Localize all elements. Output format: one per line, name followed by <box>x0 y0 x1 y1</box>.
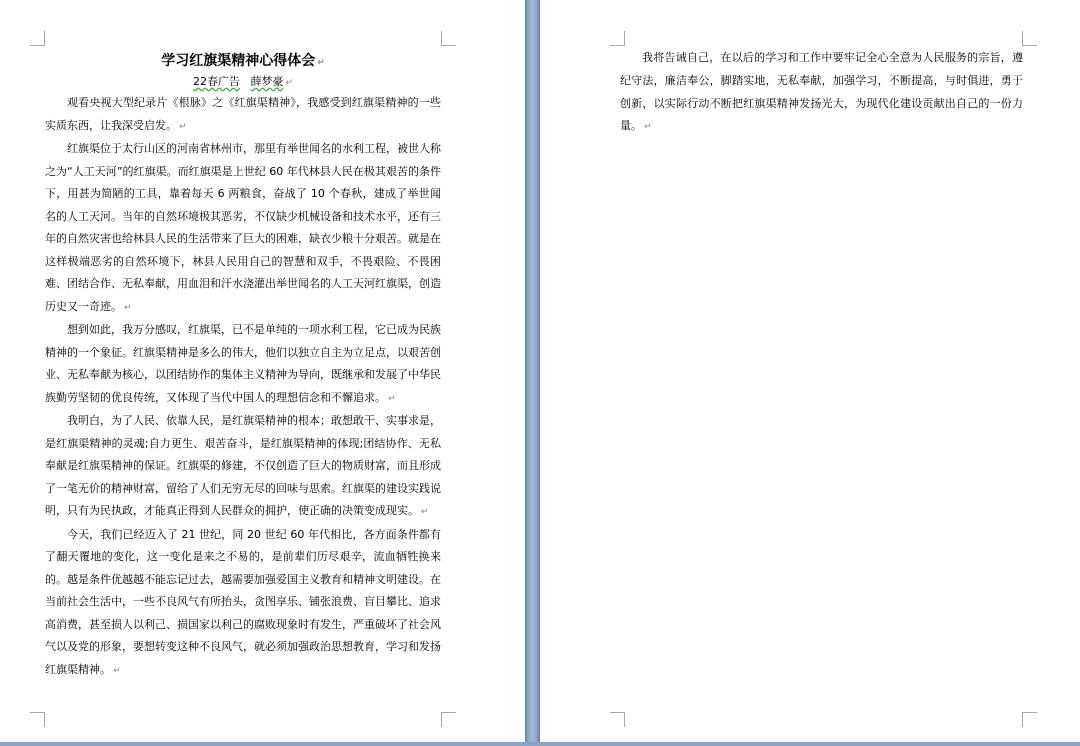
author-byline: 22春广告 薛梦豪 ↵ <box>192 75 294 88</box>
byline-name: 薛梦豪 <box>250 75 284 88</box>
body-paragraph: 想到如此，我万分感叹，红旗渠，已不是单纯的一项水利工程，它已成为民族精神的一个象征。红旗渠精神是多么的伟大，他们以独立自主为立足点，以艰苦创业、无私奉献为核心，以团结协作的集体主义精神为导向，既继承和发展了中华民族勤劳坚韧的优良传统，又体现了当代中国人的理想信念和不懈追求。 ↵ <box>45 323 441 404</box>
crop-mark-bottom-right <box>1022 712 1037 727</box>
crop-mark-top-left <box>30 31 45 46</box>
body-paragraph: 今天，我们已经迈入了 21 世纪，同 20 世纪 60 年代相比，各方面条件都有了翻天覆地的变化，这一变化是来之不易的，是前辈们历尽艰辛，流血牺牲换来的。越是条件优越越不能忘记过去，越需要加强爱国主义教育和精神文明建设。在当前社会生活中，一些不良风气有所抬头，贪图享乐、铺张浪费、盲目攀比、追求高消费，甚至损人以利己、损国家以利己的腐败现象时有发生，严重破坏了社会风气以及党的形象，要想转变这种不良风气，就必须加强政治思想教育，学习和发扬红旗渠精神。 ↵ <box>45 527 441 676</box>
body-paragraph: 红旗渠位于太行山区的河南省林州市，那里有举世闻名的水利工程，被世人称之为“人工天河”的红旗渠。而红旗渠是上世纪 60 年代林县人民在极其艰苦的条件下，用甚为简陋的工具，靠着每天 6 两粮食，奋战了 10 个春秋，建成了举世闻名的人工天河。当年的自然环境极其恶劣，不仅缺少机械设备和技术水平，还有三年的自然灾害也给林县人民的生活带来了巨大的困难，缺衣少粮十分艰苦。就是在这样极端恶劣的自然环境下，林县人民用自己的智慧和双手，不畏艰险、不畏困难、团结合作、无私奉献，用血泪和汗水浇灌出举世闻名的人工天河红旗渠，创造历史又一奇迹。 ↵ <box>45 142 441 313</box>
paragraph-mark: ↵ <box>179 121 187 132</box>
document-page-2[interactable] <box>540 0 1080 743</box>
page-1-paragraphs <box>45 92 441 682</box>
crop-mark-top-right <box>1022 31 1037 46</box>
byline-class: 22春广告 <box>192 75 240 88</box>
crop-mark-bottom-right <box>441 712 456 727</box>
body-paragraph: 我将告诫自己，在以后的学习和工作中要牢记全心全意为人民服务的宗旨，遵纪守法，廉洁奉公，脚踏实地，无私奉献，加强学习，不断提高，与时俱进，勇于创新，以实际行动不断把红旗渠精神发扬光大，为现代化建设贡献出自己的一份力量。 ↵ <box>620 51 1023 133</box>
window-bottom-edge <box>0 742 1080 746</box>
document-title: 学习红旗渠精神心得体会 ↵ <box>161 53 325 69</box>
body-paragraph: 观看央视大型纪录片《根脉》之《红旗渠精神》，我感受到红旗渠精神的一些实质东西，让我深受启发。 ↵ <box>45 96 441 132</box>
page-gap-gutter <box>525 0 540 746</box>
paragraph-mark: ↵ <box>421 507 429 517</box>
crop-mark-top-right <box>441 31 456 46</box>
body-paragraph: 我明白，为了人民、依靠人民，是红旗渠精神的根本；敢想敢干、实事求是，是红旗渠精神的灵魂;自力更生、艰苦奋斗，是红旗渠精神的体现;团结协作、无私奉献是红旗渠精神的保证。红旗渠的修建，不仅创造了巨大的物质财富，而且形成了一笔无价的精神财富，留给了人们无穷无尽的回味与思索。红旗渠的建设实践说明，只有为民执政，才能真正得到人民群众的拥护，使正确的决策变成现实。 ↵ <box>45 414 441 517</box>
page-2-paragraphs <box>620 47 1023 139</box>
paragraph-mark: ↵ <box>113 665 121 676</box>
page-1-text-area[interactable] <box>45 50 441 682</box>
paragraph-mark: ↵ <box>124 302 132 313</box>
crop-mark-bottom-left <box>30 712 45 727</box>
paragraph-mark: ↵ <box>644 122 652 133</box>
crop-mark-top-left <box>610 31 625 46</box>
page-2-text-area[interactable] <box>620 47 1023 139</box>
crop-mark-bottom-left <box>610 712 625 727</box>
document-page-1[interactable] <box>0 0 525 743</box>
paragraph-mark: ↵ <box>388 393 396 404</box>
